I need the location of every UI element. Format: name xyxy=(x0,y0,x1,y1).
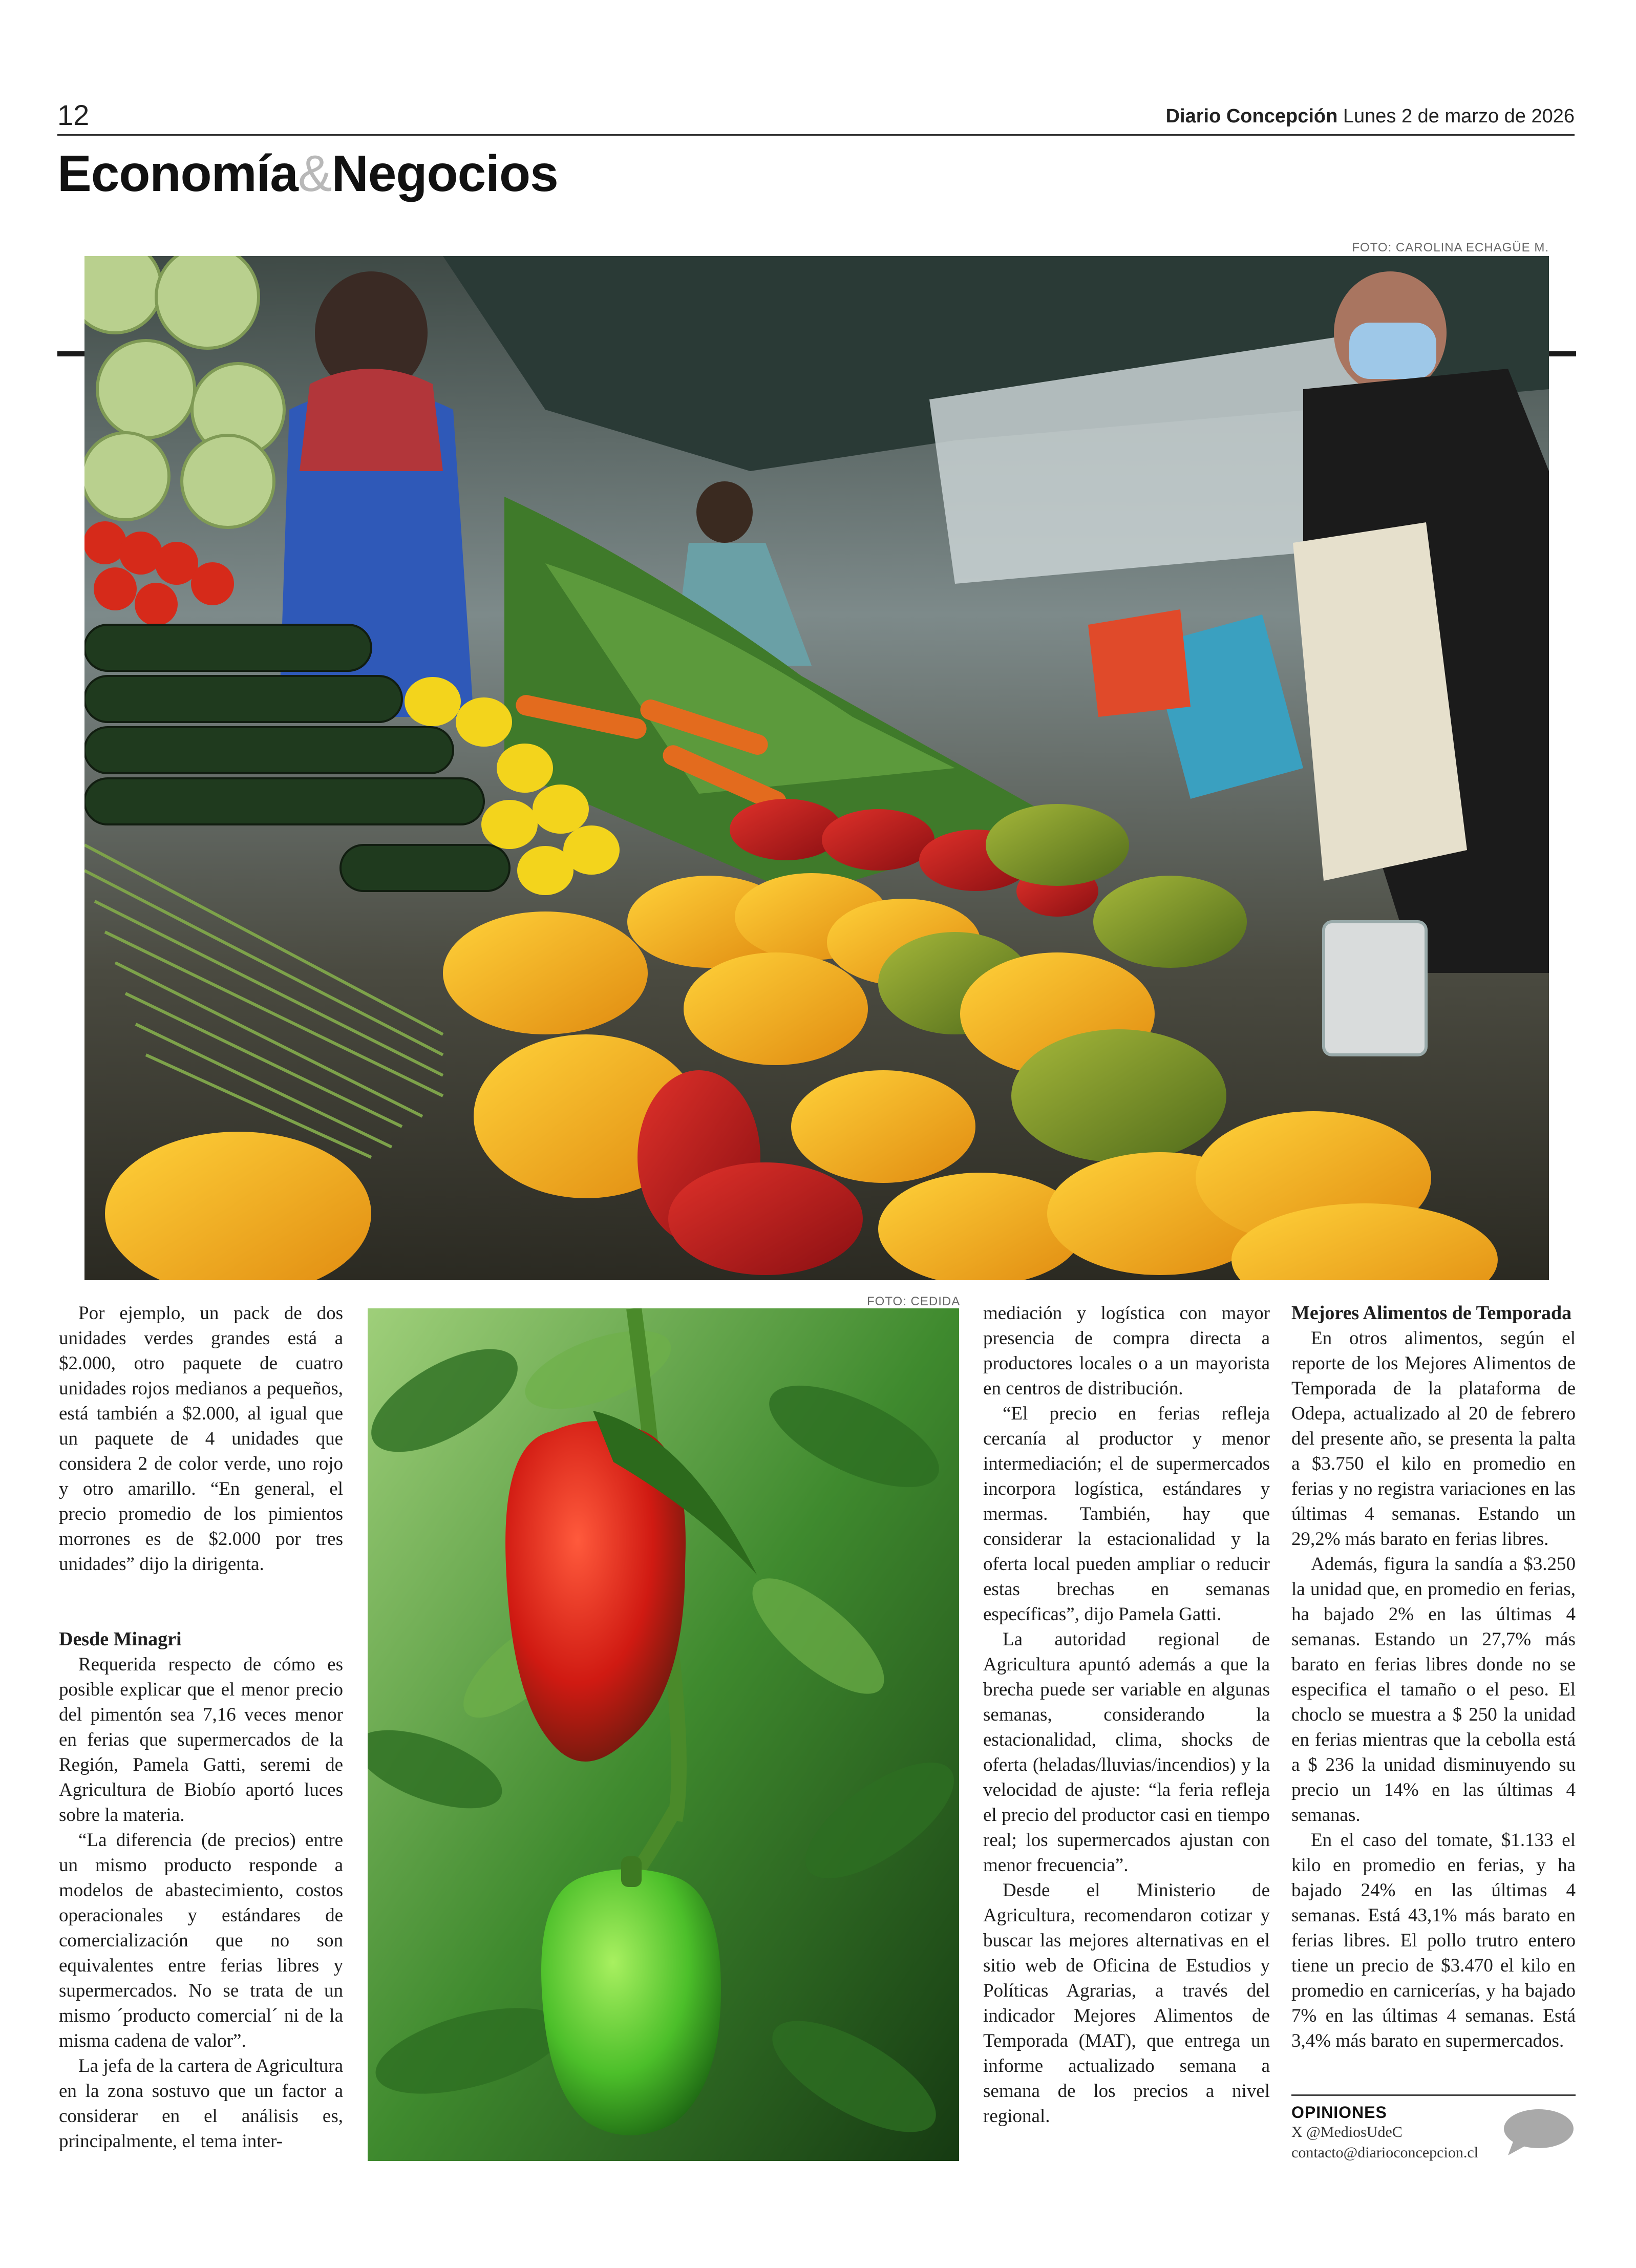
col1-spacer xyxy=(59,1577,343,1627)
col1-paragraph-1: Por ejemplo, un pack de dos unidades verdes grandes está a $2.000, otro paquete de cuatro unidades rojos medianos a pequeños, está también a $2.000, al igual que un paquete de 4 unidades que considera 2 de color verde, uno rojo y otro amarillo. “En general, el precio promedio de los pimientos morrones es de $2.000 por tres unidades” dijo la dirigenta. xyxy=(59,1303,343,1575)
col4-paragraph-1: En otros alimentos, según el reporte de los Mejores Alimentos de Temporada de la plataforma de Odepa, actualizado al 20 de febrero del presente año, se presenta la palta a $3.750 el kilo en promedio en ferias y no registra variaciones en las últimas 4 semanas. Estando un 29,2% más barato en ferias libres. xyxy=(1291,1328,1576,1550)
opinions-box xyxy=(1291,2094,1576,2163)
section-title-amp: & xyxy=(298,145,332,202)
opinions-email[interactable]: contacto@diarioconcepcion.cl xyxy=(1291,2144,1478,2161)
right-side-rule xyxy=(1548,351,1576,356)
col1-subhead: Desde Minagri xyxy=(59,1628,182,1650)
header-rule xyxy=(57,134,1575,136)
section-title-first: Economía xyxy=(57,145,298,202)
column-4 xyxy=(1291,1301,1576,2053)
col4-paragraph-3: En el caso del tomate, $1.133 el kilo en promedio en ferias, y ha bajado 24% en las últimas 4 semanas. Está 43,1% más barato en ferias libres. El pollo trutro entero tiene un precio de $3.470 el kilo en promedio en carnicerías, y ha bajado 7% en las últimas 4 semanas. Está 3,4% más barato en supermercados. xyxy=(1291,1830,1576,2051)
col1-paragraph-4: La jefa de la cartera de Agricultura en la zona sostuvo que un factor a considerar en el análisis es, principalmente, el tema inter- xyxy=(59,2055,343,2152)
market-stall-photo xyxy=(84,256,1549,1280)
opinions-title: OPINIONES xyxy=(1291,2103,1387,2122)
newspaper-name: Diario Concepción xyxy=(1165,105,1338,127)
col3-paragraph-4: Desde el Ministerio de Agricultura, recomendaron cotizar y buscar las mejores alternativas en el sitio web de Oficina de Estudios y Políticas Agrarias, a través del indicador Mejores Alimentos de Temporada (MAT), que entrega un informe actualizado semana a semana de los precios a nivel regional. xyxy=(983,1880,1270,2127)
main-photo-credit: FOTO: CAROLINA ECHAGÜE M. xyxy=(1352,241,1549,255)
col1-paragraph-3: “La diferencia (de precios) entre un mismo producto responde a modelos de abastecimiento, costos operacionales y estándares de comercialización que no son equivalentes entre ferias libres y supermercados. No se trata de un mismo ´producto comercial´ ni de la misma cadena de valor”. xyxy=(59,1830,343,2051)
col3-paragraph-1: mediación y logística con mayor presencia de compra directa a productores locales o a un mayorista en centros de distribución. xyxy=(983,1303,1270,1399)
col4-paragraph-2: Además, figura la sandía a $3.250 la unidad que, en promedio en ferias, ha bajado 2% en las últimas 4 semanas. Estando un 27,7% más barato en ferias libres donde no se especifica el tamaño o el peso. El choclo se muestra a $ 250 la unidad en ferias mientras que la cebolla está a $ 236 la unidad disminuyendo su precio un 14% en las últimas 4 semanas. xyxy=(1291,1554,1576,1826)
column-3 xyxy=(983,1301,1270,2129)
col4-subhead: Mejores Alimentos de Temporada xyxy=(1291,1302,1572,1324)
section-title-second: Negocios xyxy=(331,145,558,202)
masthead xyxy=(1166,105,1575,128)
speech-bubble-icon xyxy=(1499,2107,1576,2158)
issue-date: Lunes 2 de marzo de 2026 xyxy=(1343,105,1575,127)
col3-paragraph-3: La autoridad regional de Agricultura apuntó además a que la brecha puede ser variable en algunas semanas, considerando la estacionalidad, clima, shocks de oferta (heladas/lluvias/incendios) y la velocidad de ajuste: “la feria refleja el precio del productor casi en tiempo real; los supermercados ajustan con menor frecuencia”. xyxy=(983,1629,1270,1876)
page-number: 12 xyxy=(57,99,90,131)
column-1 xyxy=(59,1301,343,2154)
section-title xyxy=(57,144,558,203)
opinions-social-handle[interactable]: X @MediosUdeC xyxy=(1291,2124,1403,2140)
bell-pepper-photo xyxy=(368,1308,959,2161)
col3-paragraph-2: “El precio en ferias refleja cercanía al productor y menor intermediación; el de supermercados incorpora logística, estándares y mermas. También, hay que considerar la estacionalidad y la oferta local pueden ampliar o reducir estas brechas en semanas específicas”, dijo Pamela Gatti. xyxy=(983,1403,1270,1625)
pepper-photo-credit: FOTO: CEDIDA xyxy=(867,1295,961,1308)
col1-paragraph-2: Requerida respecto de cómo es posible explicar que el menor precio del pimentón sea 7,16 veces menor en ferias que supermercados de la Región, Pamela Gatti, seremi de Agricultura de Biobío aportó luces sobre la materia. xyxy=(59,1654,343,1826)
left-side-rule xyxy=(57,351,86,356)
